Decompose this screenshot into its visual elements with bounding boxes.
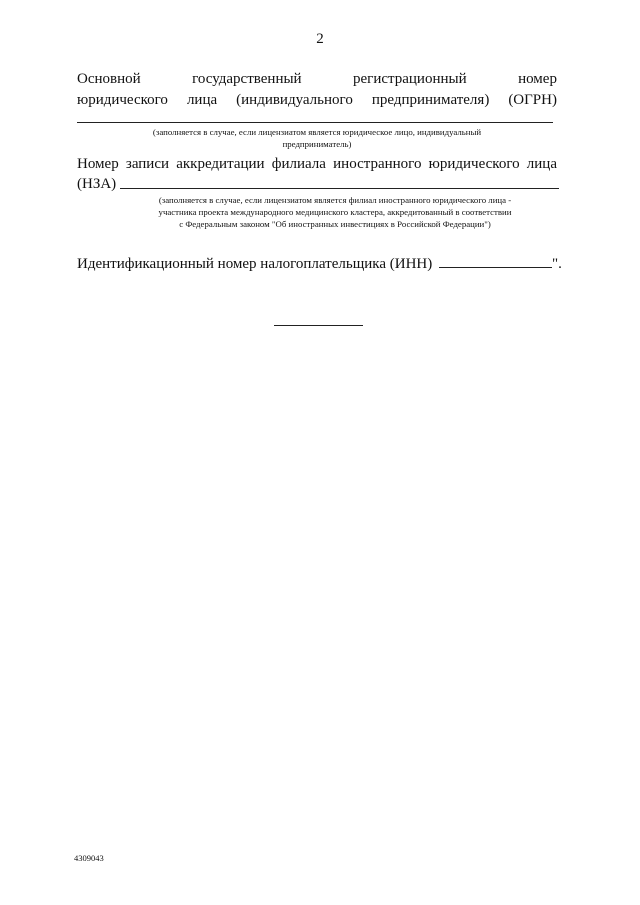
nza-fill-line[interactable] xyxy=(120,188,559,189)
ogrn-word: лица xyxy=(186,92,218,108)
ogrn-word: (индивидуального xyxy=(236,92,353,108)
ogrn-word: государственный xyxy=(192,71,302,87)
ogrn-word: предпринимателя) xyxy=(371,92,490,108)
ogrn-word: юридического xyxy=(77,92,168,108)
nza-heading-line-1: Номер записи аккредитации филиала иностранного юридического лица xyxy=(77,156,557,172)
ogrn-word: Основной xyxy=(77,71,141,87)
ogrn-heading-line-1 xyxy=(77,70,557,88)
nza-note-line-2: участника проекта международного медицинского кластера, аккредитованный в соответствии xyxy=(158,207,512,217)
nza-heading-line-2 xyxy=(77,175,116,193)
ogrn-word: регистрационный xyxy=(353,71,467,87)
closing-separator xyxy=(274,325,363,326)
ogrn-note-line-1: (заполняется в случае, если лицензиатом является юридическое лицо, индивидуальный xyxy=(152,127,482,137)
ogrn-note-line-2: предприниматель) xyxy=(282,139,352,149)
page-number: 2 xyxy=(316,31,324,47)
ogrn-heading-line-2 xyxy=(77,91,557,109)
inn-label: Идентификационный номер налогоплательщика (ИНН) xyxy=(77,256,433,272)
nza-label: (НЗА) xyxy=(77,176,117,192)
inn-fill-field[interactable] xyxy=(439,255,552,268)
ogrn-word: (ОГРН) xyxy=(508,92,557,108)
inn-suffix: ". xyxy=(552,256,562,272)
inn-line xyxy=(77,255,562,273)
document-id: 4309043 xyxy=(74,853,104,863)
ogrn-fill-line[interactable] xyxy=(77,122,553,123)
nza-note-line-1: (заполняется в случае, если лицензиатом является филиал иностранного юридического лица - xyxy=(158,195,512,205)
ogrn-word: номер xyxy=(518,71,557,87)
nza-note-line-3: с Федеральным законом "Об иностранных инвестициях в Российской Федерации") xyxy=(179,219,491,229)
